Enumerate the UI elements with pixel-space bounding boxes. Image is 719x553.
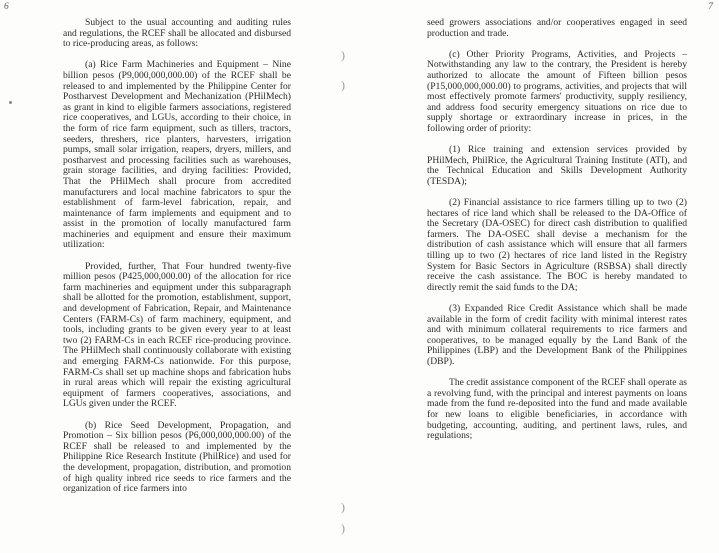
paragraph-priority-1: (1) Rice training and extension services provided by PHilMech, PhilRice, the Agricultural Training Institute (ATI), and the Technical Education and Skills Development Authority (TESDA); [427, 144, 687, 187]
paragraph-item-a: (a) Rice Farm Machineries and Equipment – Nine billion pesos (P9,000,000,000.00) of the RCEF shall be released to and implemented by the Philippine Center for Postharvest Development and Mechanization (PHilMech) as grant in kind to eligible farmers associations, registered rice cooperatives, and LGUs, according to their choice, in the form of rice farm equipment, such as tillers, tractors, seeders, threshers, rice planters, harvesters, irrigation pumps, small solar irrigation, reapers, dryers, millers, and postharvest and processing facilities such as warehouses, grain storage facilities, and drying facilities: Provided, That the PHilMech shall procure from accredited manufacturers and local machine fabricators to spur the establishment of farm-level fabrication, repair, and maintenance of farm implements and equipment and to assist in the promotion of locally manufactured farm machineries and equipment and ensure their maximum utilization: [63, 59, 291, 251]
right-page-text [427, 18, 687, 452]
paragraph-intro: Subject to the usual accounting and auditing rules and regulations, the RCEF shall be allocated and disbursed to rice-producing areas, as follows: [63, 17, 291, 50]
binding-mark: ) [341, 500, 345, 514]
binding-mark: ) [341, 78, 345, 92]
paragraph-proviso: Provided, further, That Four hundred twenty-five million pesos (P425,000,000.00) of the allocation for rice farm machineries and equipment under this subparagraph shall be allotted for the promotion, establishment, support, and development of Fabrication, Repair, and Maintenance Centers (FARM-Cs) of farm machinery, equipment, and tools, including grants to be given every year to at least two (2) FARM-Cs in each RCEF rice-producing province. The PHilMech shall continuously collaborate with existing and emerging FARM-Cs nationwide. For this purpose, FARM-Cs shall set up machine shops and fabrication hubs in rural areas which will repair the existing agricultural equipment of farmers cooperatives, associations, and LGUs given under the RCEF. [63, 260, 291, 410]
speck [9, 101, 12, 104]
page-number-left: 6 [4, 2, 9, 12]
paragraph-continued: seed growers associations and/or cooperatives engaged in seed production and trade. [427, 17, 687, 39]
paragraph-credit: The credit assistance component of the RCEF shall operate as a revolving fund, with the principal and interest payments on loans made from the fund re-deposited into the fund and made available for new loans to eligible beneficiaries, in accordance with budgeting, accounting, auditing, and pertinent laws, rules, and regulations; [427, 377, 687, 442]
paragraph-priority-2: (2) Financial assistance to rice farmers tilling up to two (2) hectares of rice land which shall be released to the DA-Office of the Secretary (DA-OSEC) for direct cash distribution to qualified farmers. The DA-OSEC shall devise a mechanism for the distribution of cash assistance which will ensure that all farmers tilling up to two (2) hectares of rice land listed in the Registry System for Basic Sectors in Agriculture (RSBSA) shall directly receive the cash assistance. The BOC is hereby mandated to directly remit the said funds to the DA; [427, 197, 687, 293]
binding-mark: ) [341, 521, 345, 535]
binding-mark: ) [341, 48, 345, 62]
paragraph-item-c: (c) Other Priority Programs, Activities, and Projects – Notwithstanding any law to the contrary, the President is hereby authorized to allocate the amount of Fifteen billion pesos (P15,000,000,000.00) to programs, activities, and projects that will most effectively promote farmers' productivity, supply resiliency, and address food security emergency situations on rice due to supply shortage or extraordinary increase in prices, in the following order of priority: [427, 48, 687, 134]
paragraph-priority-3: (3) Expanded Rice Credit Assistance which shall be made available in the form of credit facility with minimal interest rates and with minimum collateral requirements to rice farmers and cooperatives, to be managed equally by the Land Bank of the Philippines (LBP) and the Development Bank of the Philippines (DBP). [427, 303, 687, 367]
left-page-text [63, 18, 291, 505]
paragraph-item-b: (b) Rice Seed Development, Propagation, and Promotion – Six billion pesos (P6,000,000,000.00) of the RCEF shall be released to and implemented by the Philippine Rice Research Institute (PhilRice) and used for the development, propagation, distribution, and promotion of high quality inbred rice seeds to rice farmers and the organization of rice farmers into [63, 419, 291, 495]
page-number-right: 7 [708, 2, 713, 12]
